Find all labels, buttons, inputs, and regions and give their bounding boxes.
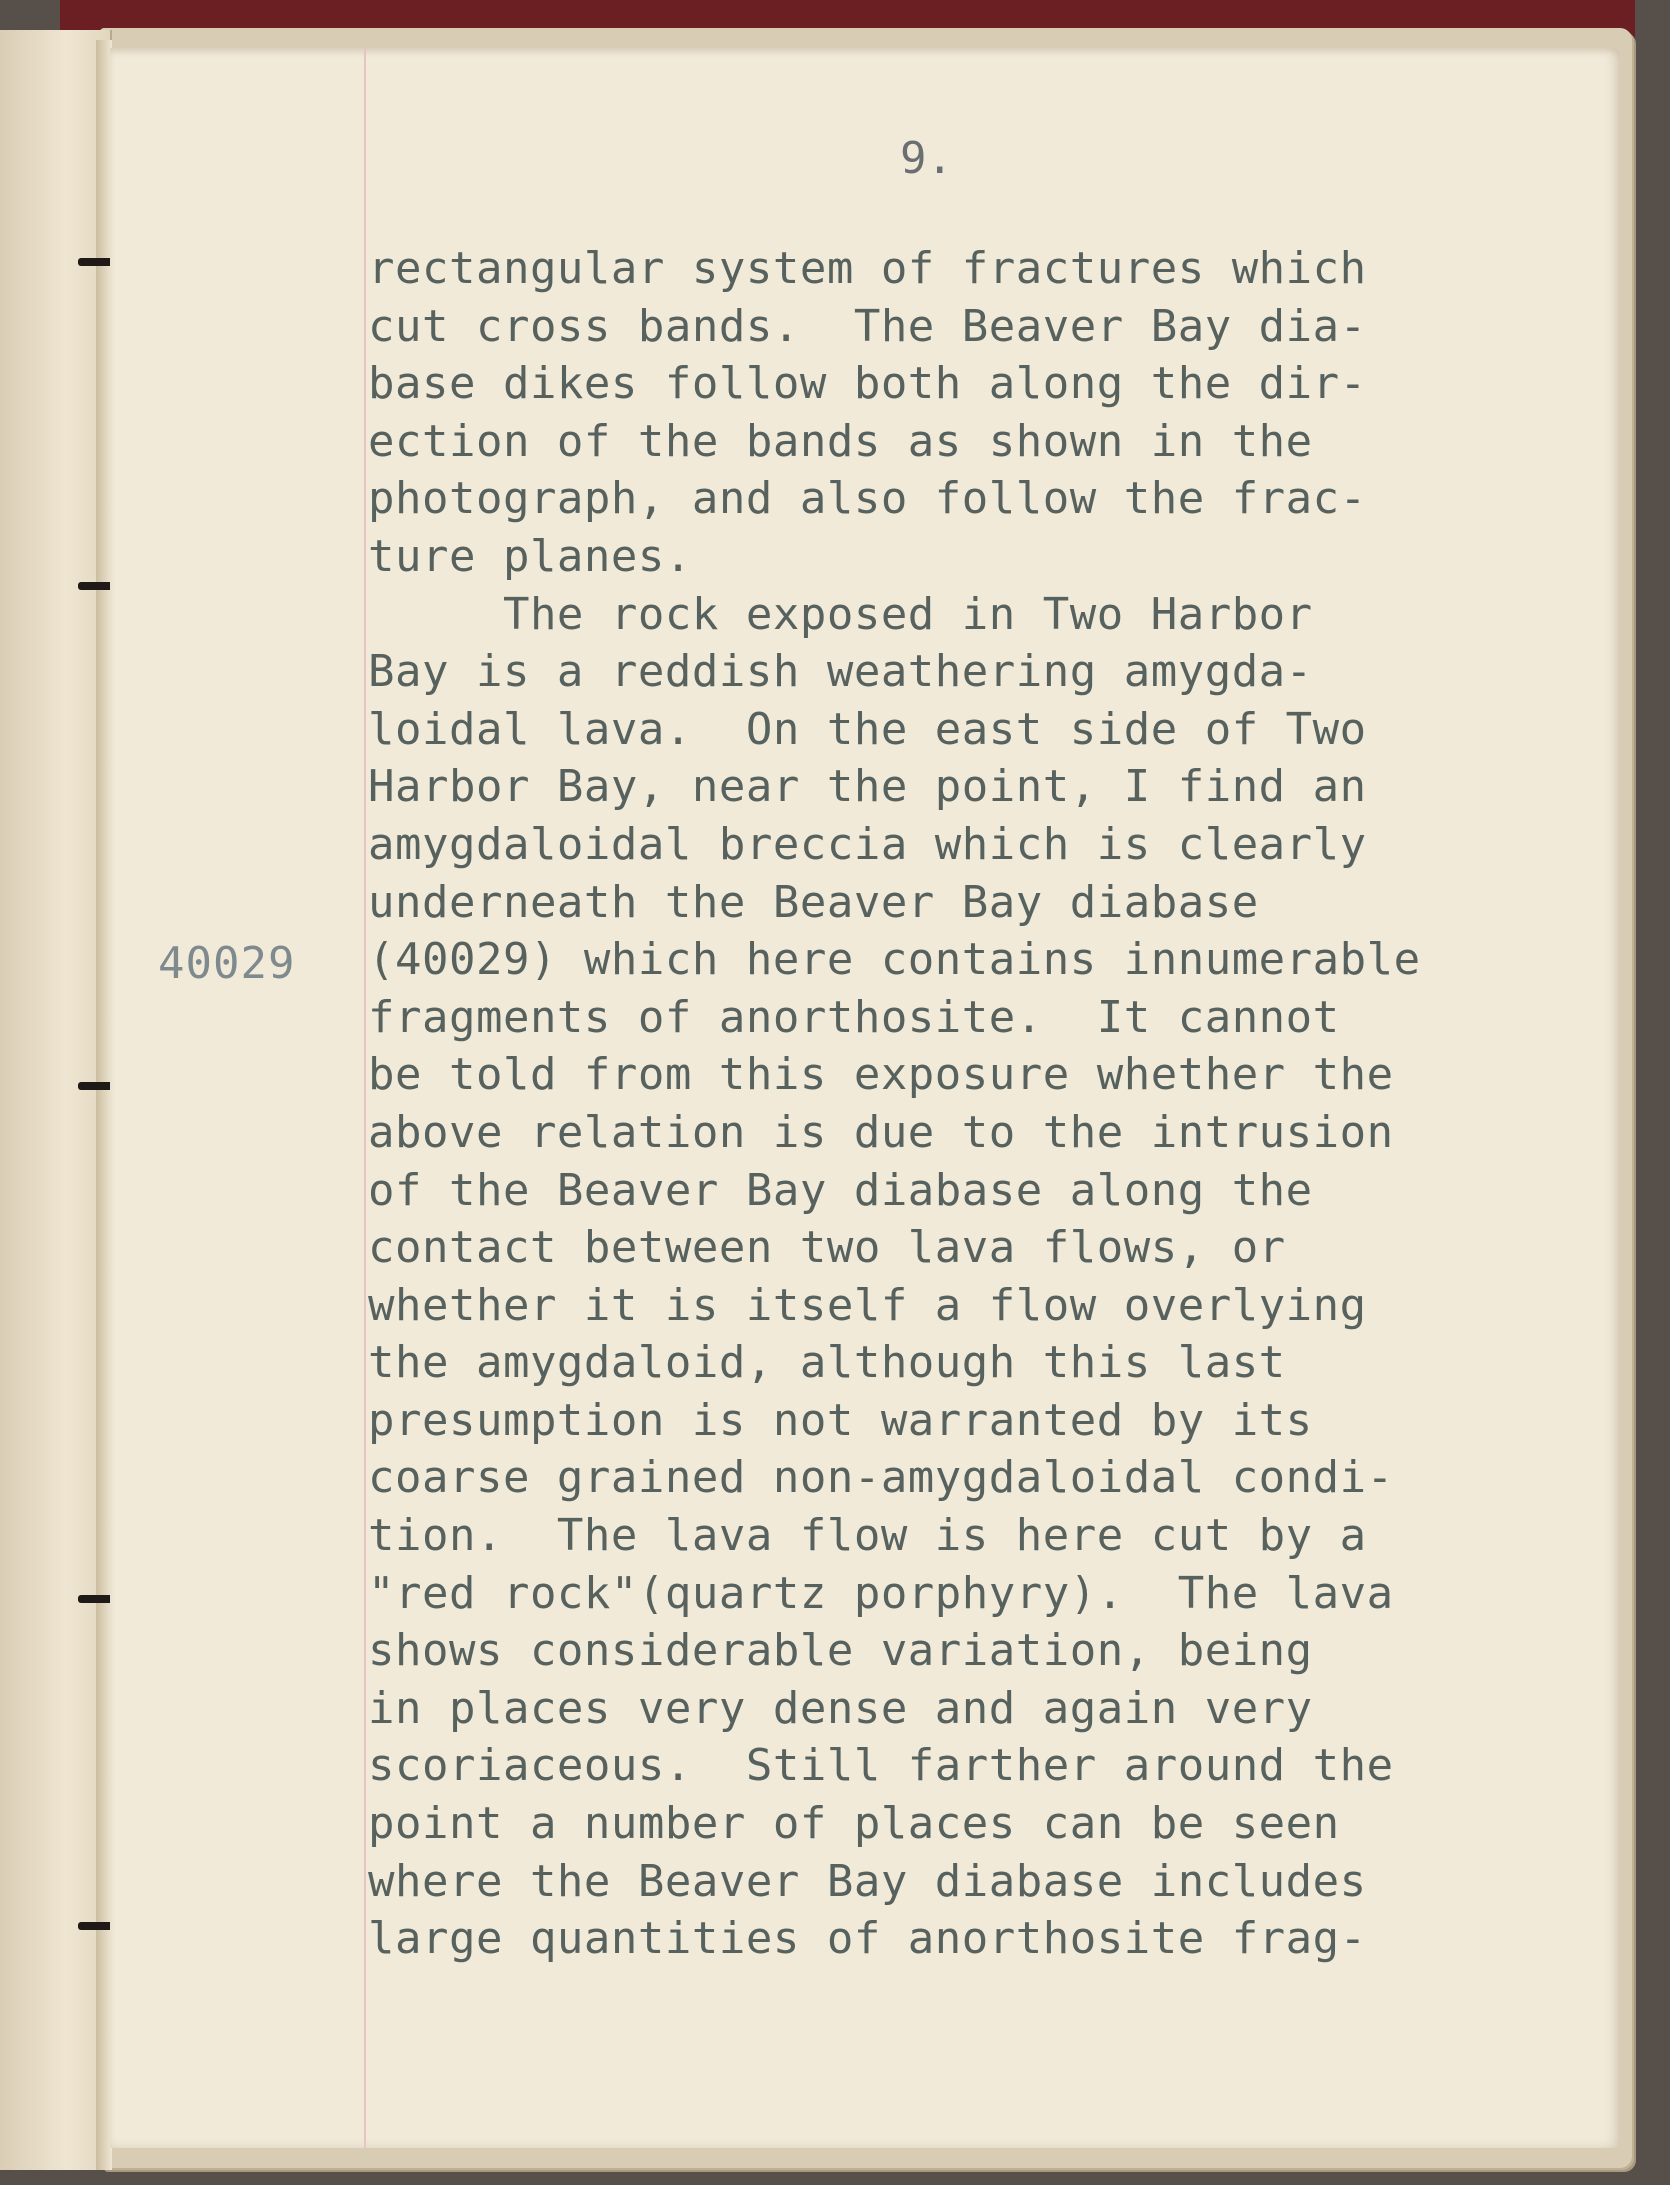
text-line: where the Beaver Bay diabase includes bbox=[368, 1855, 1367, 1907]
text-line: tion. The lava flow is here cut by a bbox=[368, 1510, 1367, 1562]
text-line: contact between two lava flows, or bbox=[368, 1222, 1286, 1274]
text-line: loidal lava. On the east side of Two bbox=[368, 703, 1367, 755]
text-line: photograph, and also follow the frac- bbox=[368, 473, 1367, 525]
text-line: ture planes. bbox=[368, 530, 692, 582]
text-line: "red rock"(quartz porphyry). The lava bbox=[368, 1567, 1394, 1619]
text-line: scoriaceous. Still farther around the bbox=[368, 1740, 1394, 1792]
typewritten-text bbox=[368, 240, 1578, 1968]
specimen-number-note: 40029 bbox=[158, 938, 296, 989]
margin-rule bbox=[364, 48, 366, 2148]
text-line: the amygdaloid, although this last bbox=[368, 1337, 1286, 1389]
text-line: (40029) which here contains innumerable bbox=[368, 934, 1421, 986]
text-line: ection of the bands as shown in the bbox=[368, 415, 1313, 467]
text-line: rectangular system of fractures which bbox=[368, 243, 1367, 294]
text-line: in places very dense and again very bbox=[368, 1682, 1313, 1734]
text-line: above relation is due to the intrusion bbox=[368, 1106, 1394, 1158]
text-line: coarse grained non-amygdaloidal condi- bbox=[368, 1452, 1394, 1504]
text-line: be told from this exposure whether the bbox=[368, 1049, 1394, 1101]
text-line: base dikes follow both along the dir- bbox=[368, 358, 1367, 410]
text-line: Harbor Bay, near the point, I find an bbox=[368, 761, 1367, 813]
text-line: shows considerable variation, being bbox=[368, 1625, 1313, 1677]
text-line: The rock exposed in Two Harbor bbox=[368, 588, 1313, 640]
page-number: 9. bbox=[900, 133, 953, 184]
text-line: cut cross bands. The Beaver Bay dia- bbox=[368, 300, 1367, 352]
text-line: of the Beaver Bay diabase along the bbox=[368, 1164, 1313, 1216]
text-line: presumption is not warranted by its bbox=[368, 1394, 1313, 1446]
notebook-page bbox=[110, 48, 1620, 2148]
text-line: underneath the Beaver Bay diabase bbox=[368, 876, 1259, 928]
text-line: fragments of anorthosite. It cannot bbox=[368, 991, 1340, 1043]
text-line: large quantities of anorthosite frag- bbox=[368, 1913, 1367, 1965]
text-line: point a number of places can be seen bbox=[368, 1798, 1340, 1850]
text-line: whether it is itself a flow overlying bbox=[368, 1279, 1367, 1331]
text-line: Bay is a reddish weathering amygda- bbox=[368, 646, 1313, 698]
text-line: amygdaloidal breccia which is clearly bbox=[368, 818, 1367, 870]
